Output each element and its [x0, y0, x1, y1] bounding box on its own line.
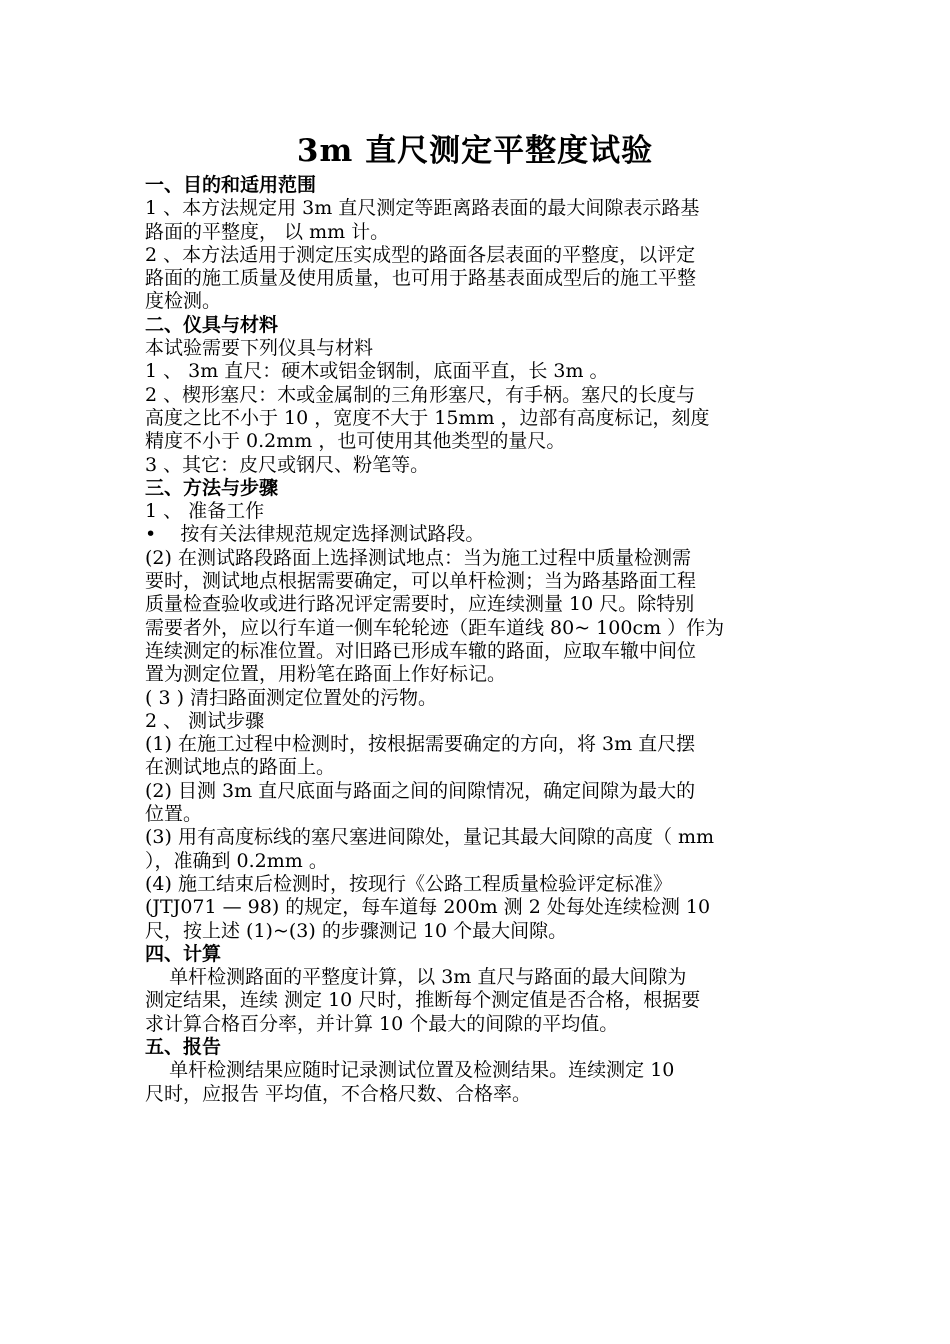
text-line: • 按有关法律规范规定选择测试路段。 [145, 523, 485, 546]
text-line: 连续测定的标准位置。对旧路已形成车辙的路面，应取车辙中间位 [145, 639, 697, 662]
text-line: 质量检查验收或进行路况评定需要时，应连续测量 10 尺。除特别 [145, 593, 695, 616]
text-line: 在测试地点的路面上。 [145, 756, 336, 779]
text-line: (4) 施工结束后检测时，按现行《公路工程质量检验评定标准》 [145, 872, 672, 895]
text-line: 3 、其它：皮尺或钢尺、粉笔等。 [145, 453, 430, 476]
text-line: 高度之比不小于 10 ，宽度不大于 15mm ，边部有高度标记，刻度 [145, 406, 710, 429]
text-line: 2 、楔形塞尺：木或金属制的三角形塞尺，有手柄。塞尺的长度与 [145, 383, 696, 406]
document-body [145, 174, 807, 1106]
text-line: 求计算合格百分率，并计算 10 个最大的间隙的平均值。 [145, 1012, 619, 1035]
section-heading: 三、方法与步骤 [145, 476, 279, 499]
text-line: 本试验需要下列仪具与材料 [145, 337, 374, 360]
section-heading: 五、报告 [145, 1035, 222, 1058]
text-line: ( 3 ) 清扫路面测定位置处的污物。 [145, 686, 438, 709]
text-line: 要时，测试地点根据需要确定，可以单杆检测；当为路基路面工程 [145, 570, 697, 593]
text-line: 路面的平整度， 以 mm 计。 [145, 220, 390, 243]
text-line: 度检测。 [145, 290, 222, 313]
text-line: (2) 在测试路段路面上选择测试地点：当为施工过程中质量检测需 [145, 546, 691, 569]
section-heading: 四、计算 [145, 942, 222, 965]
text-line: 1 、本方法规定用 3m 直尺测定等距离路表面的最大间隙表示路基 [145, 197, 700, 220]
text-line: 2 、本方法适用于测定压实成型的路面各层表面的平整度，以评定 [145, 243, 696, 266]
section-heading: 二、仪具与材料 [145, 313, 279, 336]
text-line: 路面的施工质量及使用质量，也可用于路基表面成型后的施工平整 [145, 267, 697, 290]
text-line: 置为测定位置，用粉笔在路面上作好标记。 [145, 663, 507, 686]
text-line: 位置。 [145, 803, 203, 826]
text-line: (1) 在施工过程中检测时，按根据需要确定的方向，将 3m 直尺摆 [145, 733, 696, 756]
text-line: (2) 目测 3m 直尺底面与路面之间的间隙情况，确定间隙为最大的 [145, 779, 696, 802]
text-line: 1 、 准备工作 [145, 500, 265, 523]
text-line: 需要者外，应以行车道一侧车轮轮迹（距车道线 80~ 100cm ）作为 [145, 616, 725, 639]
section-heading: 一、目的和适用范围 [145, 174, 317, 196]
text-line: (3) 用有高度标线的塞尺塞进间隙处，量记其最大间隙的高度（ mm [145, 826, 715, 849]
text-line: 单杆检测路面的平整度计算，以 3m 直尺与路面的最大间隙为 [145, 966, 687, 989]
text-line: ），准确到 0.2mm 。 [145, 849, 328, 872]
text-line: 精度不小于 0.2mm ，也可使用其他类型的量尺。 [145, 430, 566, 453]
text-line: 1 、 3m 直尺：硬木或铝金钢制，底面平直，长 3m 。 [145, 360, 609, 383]
document-title: 3m 直尺测定平整度试验 [296, 133, 654, 169]
text-line: 单杆检测结果应随时记录测试位置及检测结果。连续测定 10 [145, 1059, 675, 1082]
text-line: 2 、 测试步骤 [145, 709, 265, 732]
text-line: 测定结果，连续 测定 10 尺时，推断每个测定值是否合格，根据要 [145, 989, 701, 1012]
text-line: (JTJ071 — 98) 的规定，每车道每 200m 测 2 处每处连续检测 10 [145, 896, 711, 919]
text-line: 尺时，应报告 平均值，不合格尺数、合格率。 [145, 1082, 532, 1105]
text-line: 尺，按上述 (1)~(3) 的步骤测记 10 个最大间隙。 [145, 919, 568, 942]
